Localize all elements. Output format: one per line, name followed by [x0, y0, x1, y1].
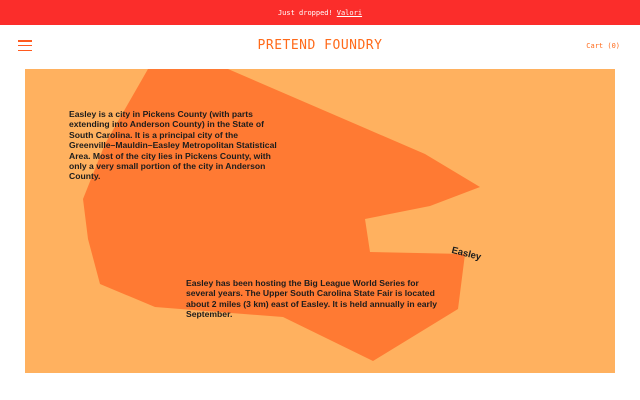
brand-name[interactable]: PRETEND FOUNDRY [257, 38, 383, 53]
cart-link[interactable]: Cart (0) [586, 42, 620, 50]
announcement-text: Just dropped! [277, 8, 333, 17]
hero-paragraph-2: Easley has been hosting the Big League World Series for several years. The Upper South Carolina State Fair is located about 2 miles (3 km) east of Easley. It is held annually in early September. [186, 278, 438, 320]
hamburger-menu-icon[interactable] [18, 40, 32, 51]
site-header [0, 25, 640, 69]
brand-logo [0, 38, 640, 53]
announcement-link[interactable]: Valori [336, 8, 363, 17]
map-label-easley: Easley [450, 245, 483, 263]
hero-paragraph-1: Easley is a city in Pickens County (with parts extending into Anderson County) in the State of South Carolina. It is a principal city of the Greenville–Mauldin–Easley Metropolitan Statistical Area. Most of the city lies in Pickens County, with only a very small portion of the city in Anderson County. [69, 109, 277, 182]
hero-map-panel [25, 69, 615, 373]
announcement-bar [0, 0, 640, 25]
